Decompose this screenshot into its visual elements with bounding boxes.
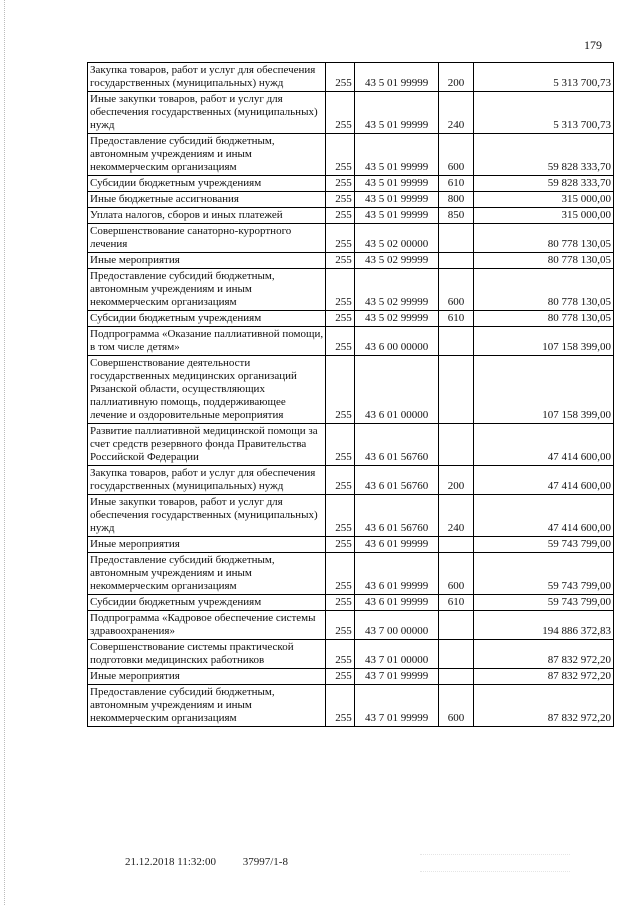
- table-row: [88, 495, 614, 537]
- row-vr: 200: [439, 63, 473, 92]
- row-name: Закупка товаров, работ и услуг для обеспечения государственных (муниципальных) нужд: [88, 466, 326, 495]
- table-row: [88, 269, 614, 311]
- row-vr: 200: [439, 466, 473, 495]
- row-name: Субсидии бюджетным учреждениям: [88, 595, 326, 611]
- row-vr: [439, 327, 473, 356]
- row-name: Подпрограмма «Оказание паллиативной помощи, в том числе детям»: [88, 327, 326, 356]
- row-csr: 43 5 02 00000: [354, 224, 439, 253]
- row-vr: 240: [439, 92, 473, 134]
- row-vr: 600: [439, 685, 473, 727]
- row-sum: 47 414 600,00: [473, 495, 613, 537]
- row-sum: 107 158 399,00: [473, 356, 613, 424]
- table-row: [88, 63, 614, 92]
- table-row: [88, 356, 614, 424]
- table-row: [88, 595, 614, 611]
- row-csr: 43 6 01 99999: [354, 553, 439, 595]
- row-code: 255: [326, 424, 355, 466]
- row-vr: [439, 537, 473, 553]
- row-vr: [439, 356, 473, 424]
- row-code: 255: [326, 208, 355, 224]
- row-sum: 194 886 372,83: [473, 611, 613, 640]
- row-code: 255: [326, 311, 355, 327]
- row-vr: [439, 669, 473, 685]
- row-code: 255: [326, 269, 355, 311]
- row-sum: 87 832 972,20: [473, 669, 613, 685]
- row-sum: 5 313 700,73: [473, 92, 613, 134]
- row-sum: 87 832 972,20: [473, 685, 613, 727]
- row-code: 255: [326, 537, 355, 553]
- table-row: [88, 208, 614, 224]
- row-sum: 87 832 972,20: [473, 640, 613, 669]
- row-csr: 43 5 01 99999: [354, 134, 439, 176]
- row-sum: 59 743 799,00: [473, 553, 613, 595]
- row-code: 255: [326, 356, 355, 424]
- table-row: [88, 553, 614, 595]
- row-code: 255: [326, 495, 355, 537]
- row-sum: 107 158 399,00: [473, 327, 613, 356]
- row-vr: [439, 253, 473, 269]
- row-name: Иные закупки товаров, работ и услуг для обеспечения государственных (муниципальных) нужд: [88, 92, 326, 134]
- row-name: Иные бюджетные ассигнования: [88, 192, 326, 208]
- row-code: 255: [326, 327, 355, 356]
- row-name: Субсидии бюджетным учреждениям: [88, 176, 326, 192]
- row-vr: 240: [439, 495, 473, 537]
- row-sum: 59 828 333,70: [473, 176, 613, 192]
- row-code: 255: [326, 192, 355, 208]
- row-csr: 43 6 01 99999: [354, 595, 439, 611]
- row-csr: 43 6 01 99999: [354, 537, 439, 553]
- table-row: [88, 611, 614, 640]
- row-name: Иные мероприятия: [88, 253, 326, 269]
- row-code: 255: [326, 176, 355, 192]
- row-sum: 59 743 799,00: [473, 595, 613, 611]
- row-csr: 43 6 00 00000: [354, 327, 439, 356]
- row-name: Развитие паллиативной медицинской помощи за счет средств резервного фонда Правительства Российской Федерации: [88, 424, 326, 466]
- row-code: 255: [326, 92, 355, 134]
- footer: [125, 856, 312, 868]
- row-name: Предоставление субсидий бюджетным, автономным учреждениям и иным некоммерческим организациям: [88, 269, 326, 311]
- row-csr: 43 5 01 99999: [354, 192, 439, 208]
- row-name: Подпрограмма «Кадровое обеспечение системы здравоохранения»: [88, 611, 326, 640]
- row-csr: 43 5 02 99999: [354, 253, 439, 269]
- row-csr: 43 5 01 99999: [354, 208, 439, 224]
- row-csr: 43 7 00 00000: [354, 611, 439, 640]
- table-row: [88, 311, 614, 327]
- row-code: 255: [326, 134, 355, 176]
- row-name: Закупка товаров, работ и услуг для обеспечения государственных (муниципальных) нужд: [88, 63, 326, 92]
- table-row: [88, 253, 614, 269]
- table-row: [88, 224, 614, 253]
- footer-doc-id: 37997/1-8: [242, 856, 288, 868]
- budget-table: [87, 62, 614, 727]
- row-vr: [439, 424, 473, 466]
- row-name: Предоставление субсидий бюджетным, автономным учреждениям и иным некоммерческим организациям: [88, 553, 326, 595]
- row-csr: 43 5 02 99999: [354, 269, 439, 311]
- row-sum: 315 000,00: [473, 192, 613, 208]
- table-row: [88, 466, 614, 495]
- row-vr: [439, 224, 473, 253]
- row-sum: 47 414 600,00: [473, 466, 613, 495]
- row-csr: 43 6 01 56760: [354, 424, 439, 466]
- row-csr: 43 7 01 00000: [354, 640, 439, 669]
- row-name: Совершенствование системы практической подготовки медицинских работников: [88, 640, 326, 669]
- row-sum: 80 778 130,05: [473, 253, 613, 269]
- scan-edge-marks: [0, 0, 5, 905]
- row-name: Иные мероприятия: [88, 669, 326, 685]
- table-row: [88, 640, 614, 669]
- row-sum: 80 778 130,05: [473, 311, 613, 327]
- row-sum: 59 828 333,70: [473, 134, 613, 176]
- budget-table-body: [88, 63, 614, 727]
- row-code: 255: [326, 595, 355, 611]
- row-vr: [439, 640, 473, 669]
- row-code: 255: [326, 253, 355, 269]
- row-sum: 315 000,00: [473, 208, 613, 224]
- row-name: Иные закупки товаров, работ и услуг для обеспечения государственных (муниципальных) нужд: [88, 495, 326, 537]
- row-name: Совершенствование деятельности государственных медицинских организаций Рязанской области, осуществляющих паллиативную помощь, поддерживающее лечение и оздоровительные мероприятия: [88, 356, 326, 424]
- row-code: 255: [326, 224, 355, 253]
- row-csr: 43 5 01 99999: [354, 176, 439, 192]
- table-row: [88, 669, 614, 685]
- table-row: [88, 192, 614, 208]
- table-row: [88, 537, 614, 553]
- row-name: Предоставление субсидий бюджетным, автономным учреждениям и иным некоммерческим организациям: [88, 685, 326, 727]
- table-row: [88, 92, 614, 134]
- row-vr: 800: [439, 192, 473, 208]
- faded-stamp: [420, 854, 570, 872]
- row-csr: 43 7 01 99999: [354, 669, 439, 685]
- row-vr: 610: [439, 311, 473, 327]
- row-csr: 43 5 02 99999: [354, 311, 439, 327]
- row-sum: 80 778 130,05: [473, 224, 613, 253]
- table-row: [88, 424, 614, 466]
- page-number: 179: [584, 38, 602, 52]
- row-code: 255: [326, 611, 355, 640]
- row-name: Предоставление субсидий бюджетным, автономным учреждениям и иным некоммерческим организациям: [88, 134, 326, 176]
- row-csr: 43 6 01 00000: [354, 356, 439, 424]
- row-name: Уплата налогов, сборов и иных платежей: [88, 208, 326, 224]
- row-sum: 59 743 799,00: [473, 537, 613, 553]
- row-code: 255: [326, 466, 355, 495]
- table-row: [88, 327, 614, 356]
- row-code: 255: [326, 685, 355, 727]
- row-sum: 5 313 700,73: [473, 63, 613, 92]
- row-code: 255: [326, 669, 355, 685]
- row-code: 255: [326, 63, 355, 92]
- row-vr: 600: [439, 134, 473, 176]
- row-vr: [439, 611, 473, 640]
- row-csr: 43 6 01 56760: [354, 466, 439, 495]
- row-code: 255: [326, 640, 355, 669]
- table-row: [88, 685, 614, 727]
- row-vr: 850: [439, 208, 473, 224]
- row-vr: 600: [439, 269, 473, 311]
- row-name: Субсидии бюджетным учреждениям: [88, 311, 326, 327]
- footer-datetime: 21.12.2018 11:32:00: [125, 856, 216, 868]
- table-row: [88, 176, 614, 192]
- row-vr: 600: [439, 553, 473, 595]
- row-csr: 43 5 01 99999: [354, 63, 439, 92]
- row-code: 255: [326, 553, 355, 595]
- row-csr: 43 5 01 99999: [354, 92, 439, 134]
- row-csr: 43 7 01 99999: [354, 685, 439, 727]
- row-vr: 610: [439, 595, 473, 611]
- row-name: Совершенствование санаторно-курортного лечения: [88, 224, 326, 253]
- row-name: Иные мероприятия: [88, 537, 326, 553]
- table-row: [88, 134, 614, 176]
- row-csr: 43 6 01 56760: [354, 495, 439, 537]
- row-sum: 47 414 600,00: [473, 424, 613, 466]
- row-vr: 610: [439, 176, 473, 192]
- row-sum: 80 778 130,05: [473, 269, 613, 311]
